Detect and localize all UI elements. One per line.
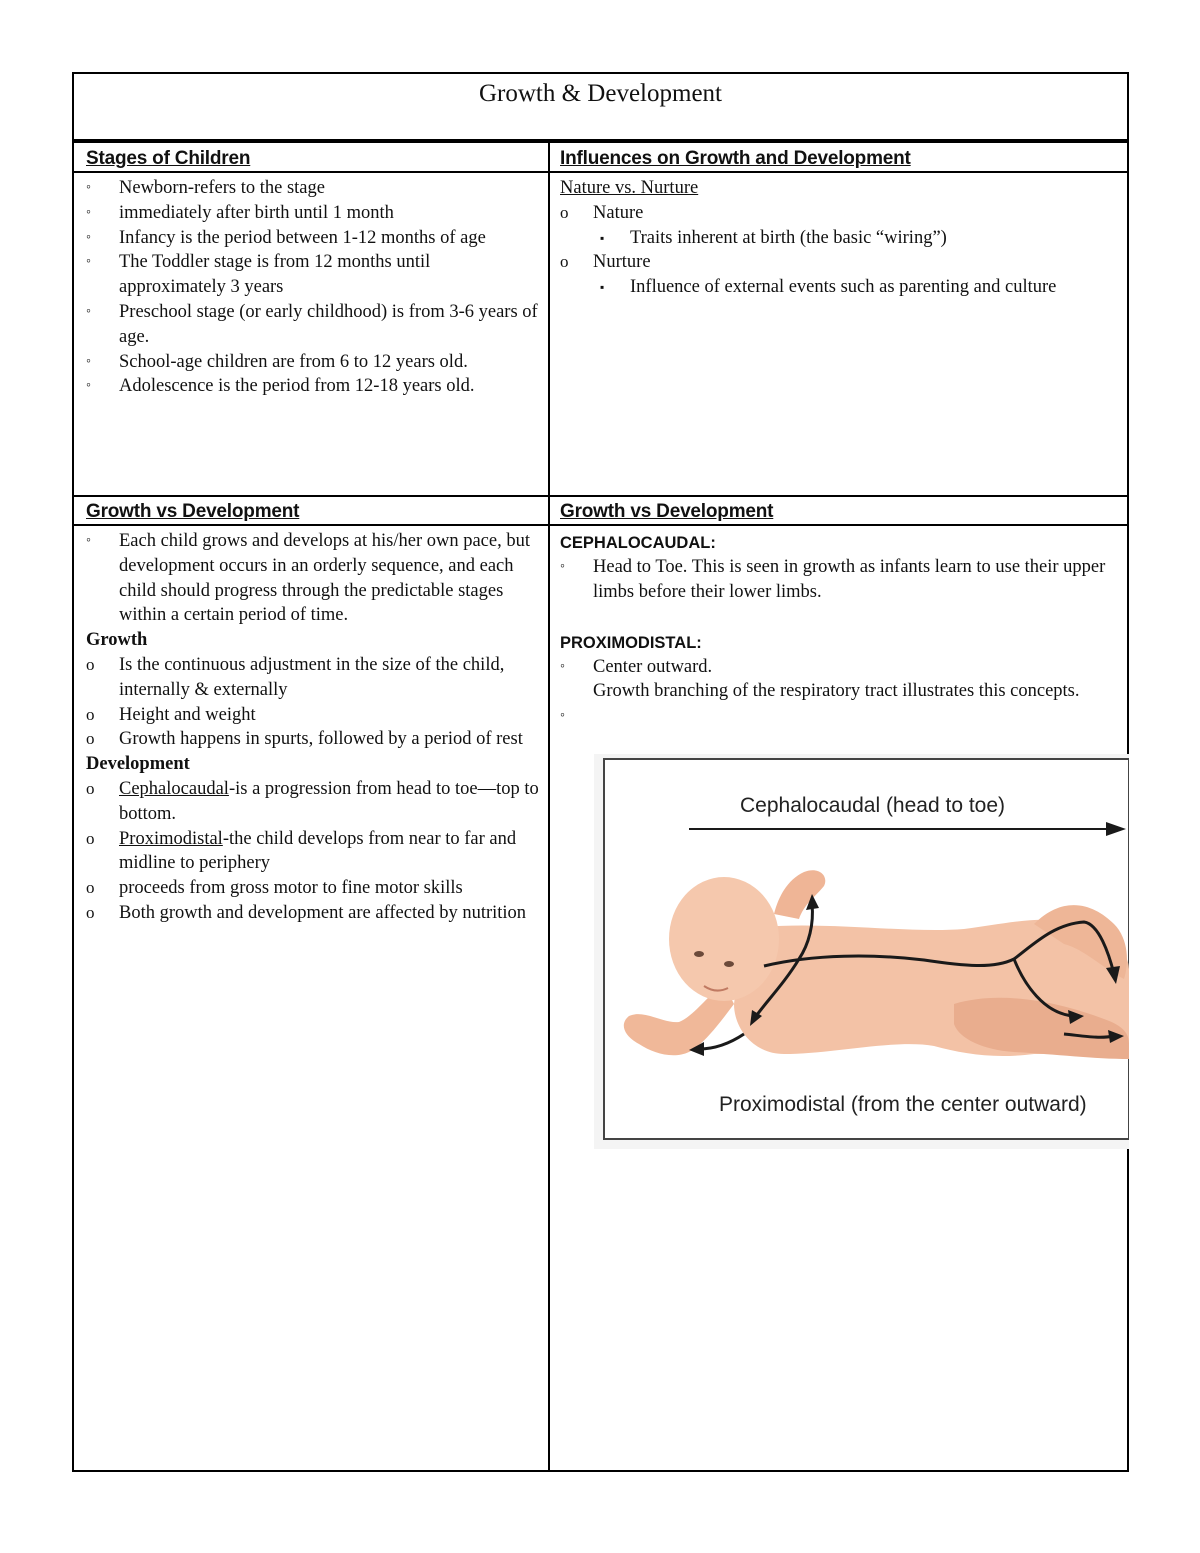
growth-left-header: Growth vs Development: [86, 501, 300, 522]
list-item: ◦ immediately after birth until 1 month: [86, 201, 541, 226]
nature-vs-nurture-title: Nature vs. Nurture: [560, 178, 699, 198]
growth-right-header: Growth vs Development: [560, 501, 774, 522]
growth-right-header-cell: [560, 501, 1120, 523]
bullet-icon: ◦: [86, 378, 91, 394]
development-title: Development: [86, 754, 190, 775]
cephalocaudal-label: Cephalocaudal (head to toe): [740, 794, 1006, 817]
list-item: o Is the continuous adjustment in the size of the child, internally & externally: [86, 654, 505, 700]
page-title: Growth & Development: [478, 80, 722, 107]
growth-list: [86, 653, 541, 752]
bullet-icon: ◦: [560, 559, 565, 574]
list-item: ◦ Each child grows and develops at his/her own pace, but development occurs in an orderly sequence, and each child should progress through the predictable stages within a certain period of time.: [86, 531, 530, 626]
influences-header: Influences on Growth and Development: [560, 148, 911, 169]
bullet-icon: o: [86, 778, 95, 798]
nature-detail: ▪ Traits inherent at birth (the basic “wiring”): [560, 226, 1120, 251]
bullet-icon: ◦: [86, 353, 91, 369]
intro-list: [86, 529, 541, 628]
bullet-icon: o: [86, 704, 95, 724]
bullet-icon: o: [86, 902, 95, 922]
bullet-icon: ◦: [86, 303, 91, 319]
infant-development-figure: [594, 754, 1129, 1149]
influences-list-2: [560, 250, 1120, 275]
list-item: ◦ Center outward. Growth branching of the respiratory tract illustrates this concepts.: [560, 656, 1080, 702]
bullet-icon: o: [560, 252, 569, 272]
cephalocaudal-heading: CEPHALOCAUDAL:: [560, 534, 716, 552]
row-divider-3: [74, 524, 1127, 526]
proximodistal-heading: PROXIMODISTAL:: [560, 633, 702, 652]
infant-eye: [694, 951, 704, 957]
document-table: [72, 72, 1129, 1472]
list-item: o Height and weight: [86, 703, 541, 728]
bullet-icon: ◦: [86, 204, 91, 220]
infant-head: [669, 877, 779, 1001]
bullet-icon: o: [560, 202, 569, 222]
row-divider-2: [74, 495, 1127, 497]
bullet-icon: o: [86, 828, 95, 848]
list-item: ◦ Newborn-refers to the stage: [86, 176, 541, 201]
list-item: ◦ Head to Toe. This is seen in growth as infants learn to use their upper limbs before their lower limbs.: [560, 557, 1106, 602]
list-item: ◦ School-age children are from 6 to 12 years old.: [86, 350, 541, 375]
list-item: [560, 704, 1120, 729]
list-item: o Both growth and development are affected by nutrition: [86, 901, 541, 926]
list-item: o proceeds from gross motor to fine motor skills: [86, 876, 541, 901]
list-item: ◦ Preschool stage (or early childhood) is from 3-6 years of age.: [86, 301, 538, 347]
list-item: ◦ Infancy is the period between 1-12 months of age: [86, 226, 541, 251]
stages-cell: [86, 176, 541, 399]
bullet-icon: ◦: [560, 658, 565, 674]
list-item: o Nurture: [560, 250, 1120, 275]
proximo-list: [560, 655, 1120, 729]
growth-title: Growth: [86, 630, 148, 651]
square-bullet-icon: ▪: [600, 280, 605, 295]
list-item: ◦ The Toddler stage is from 12 months until approximately 3 years: [86, 252, 431, 298]
list-item: o Proximodistal-the child develops from near to far and midline to periphery: [86, 828, 517, 874]
growth-left-header-cell: [86, 501, 546, 523]
development-list: [86, 777, 541, 926]
list-item: o Cephalocaudal-is a progression from head to toe—top to bottom.: [86, 778, 539, 824]
bullet-icon: o: [86, 654, 95, 674]
influences-cell: [560, 176, 1120, 300]
column-divider: [548, 143, 550, 1472]
cephalo-list: [560, 555, 1120, 605]
infant-eye: [724, 961, 734, 967]
title-row: [72, 72, 1129, 143]
stages-list: [86, 176, 541, 399]
bullet-icon: o: [86, 729, 95, 749]
bullet-icon: ◦: [560, 708, 565, 724]
bullet-icon: ◦: [86, 229, 91, 245]
influences-list: [560, 201, 1120, 226]
bullet-icon: o: [86, 878, 95, 898]
growth-left-cell: [86, 529, 541, 926]
stages-header: Stages of Children: [86, 148, 251, 169]
bullet-icon: ◦: [86, 180, 91, 195]
list-item: o Growth happens in spurts, followed by a period of rest: [86, 727, 541, 752]
square-bullet-icon: ▪: [600, 230, 605, 245]
growth-right-cell: [560, 529, 1120, 729]
bullet-icon: ◦: [86, 533, 91, 548]
bullet-icon: ◦: [86, 254, 91, 270]
list-item: o Nature: [560, 201, 1120, 226]
list-item: ◦ Adolescence is the period from 12-18 years old.: [86, 374, 541, 399]
influences-header-cell: [560, 148, 1120, 170]
proximodistal-label: Proximodistal (from the center outward): [719, 1093, 1087, 1116]
nurture-detail: ▪ Influence of external events such as parenting and culture: [560, 275, 1120, 300]
stages-header-cell: [86, 148, 546, 170]
row-divider-1: [74, 171, 1127, 173]
